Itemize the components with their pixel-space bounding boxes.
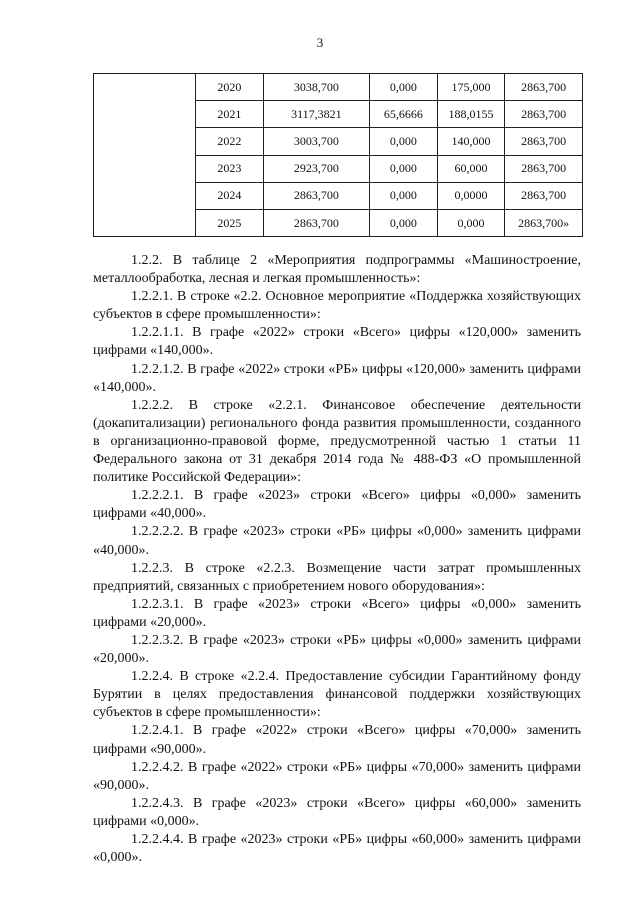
paragraph: 1.2.2.4.1. В графе «2022» строки «Всего» цифры «70,000» заменить цифрами «90,000».: [93, 723, 581, 757]
table-row: [94, 74, 583, 101]
paragraph: 1.2.2.3.1. В графе «2023» строки «Всего» цифры «0,000» заменить цифрами «20,000».: [93, 596, 581, 630]
value-cell: 2863,700: [505, 101, 583, 128]
year-cell: 2023: [196, 155, 264, 182]
value-cell: 3038,700: [263, 74, 369, 101]
paragraph: 1.2.2.4. В строке «2.2.4. Предоставление субсидии Гарантийному фонду Бурятии в целях предоставления финансовой поддержки хозяйствующих субъектов в сфере промышленности»:: [93, 669, 581, 721]
value-cell: 65,6666: [370, 101, 438, 128]
value-cell: 2863,700: [505, 74, 583, 101]
paragraph: 1.2.2.3.2. В графе «2023» строки «РБ» цифры «0,000» заменить цифрами «20,000».: [93, 632, 581, 667]
funding-table: [93, 73, 583, 237]
year-cell: 2021: [196, 101, 264, 128]
value-cell: 0,000: [370, 182, 438, 209]
paragraph: 1.2.2.3. В строке «2.2.3. Возмещение части затрат промышленных предприятий, связанных с приобретением нового оборудования»:: [93, 560, 581, 594]
value-cell: 188,0155: [437, 101, 505, 128]
value-cell: 2863,700: [263, 209, 369, 236]
paragraph: 1.2.2.1.2. В графе «2022» строки «РБ» цифры «120,000» заменить цифрами «140,000».: [93, 361, 581, 395]
paragraph: 1.2.2.4.3. В графе «2023» строки «Всего» цифры «60,000» заменить цифрами «0,000».: [93, 795, 581, 829]
value-cell: 0,000: [370, 128, 438, 155]
year-cell: 2025: [196, 209, 264, 236]
value-cell: 2863,700: [505, 155, 583, 182]
value-cell: 175,000: [437, 74, 505, 101]
value-cell: 2923,700: [263, 155, 369, 182]
paragraph: 1.2.2.2.1. В графе «2023» строки «Всего» цифры «0,000» заменить цифрами «40,000».: [93, 488, 581, 522]
value-cell: 3003,700: [263, 128, 369, 155]
value-cell: 2863,700: [505, 182, 583, 209]
year-cell: 2020: [196, 74, 264, 101]
value-cell: 3117,3821: [263, 101, 369, 128]
value-cell: 60,000: [437, 155, 505, 182]
paragraph: 1.2.2.1.1. В графе «2022» строки «Всего» цифры «120,000» заменить цифрами «140,000».: [93, 325, 581, 359]
value-cell: 140,000: [437, 128, 505, 155]
amendments-text: [93, 252, 581, 867]
paragraph: 1.2.2.4.4. В графе «2023» строки «РБ» цифры «60,000» заменить цифрами «0,000».: [93, 832, 581, 866]
year-cell: 2024: [196, 182, 264, 209]
value-cell: 2863,700»: [505, 209, 583, 236]
value-cell: 2863,700: [263, 182, 369, 209]
paragraph: 1.2.2.2. В строке «2.2.1. Финансовое обеспечение деятельности (докапитализации) регионального фонда развития промышленности, созданного в организационно-правовой форме, предусмотренной частью 1 статьи 11 Федерального закона от 31 декабря 2014 года № 488-ФЗ «О промышленной политике Российской Федерации»:: [93, 397, 581, 486]
value-cell: 2863,700: [505, 128, 583, 155]
value-cell: 0,000: [437, 209, 505, 236]
paragraph: 1.2.2.2.2. В графе «2023» строки «РБ» цифры «0,000» заменить цифрами «40,000».: [93, 524, 581, 558]
page-number: 3: [316, 35, 324, 50]
value-cell: 0,000: [370, 74, 438, 101]
paragraph: 1.2.2. В таблице 2 «Мероприятия подпрограммы «Машиностроение, металлообработка, лесная и легкая промышленность»:: [93, 253, 581, 287]
paragraph: 1.2.2.4.2. В графе «2022» строки «РБ» цифры «70,000» заменить цифрами «90,000».: [93, 759, 581, 793]
empty-merged-cell: [94, 74, 196, 237]
paragraph: 1.2.2.1. В строке «2.2. Основное мероприятие «Поддержка хозяйствующих субъектов в сфере промышленности»:: [93, 289, 581, 323]
year-cell: 2022: [196, 128, 264, 155]
value-cell: 0,0000: [437, 182, 505, 209]
value-cell: 0,000: [370, 209, 438, 236]
value-cell: 0,000: [370, 155, 438, 182]
